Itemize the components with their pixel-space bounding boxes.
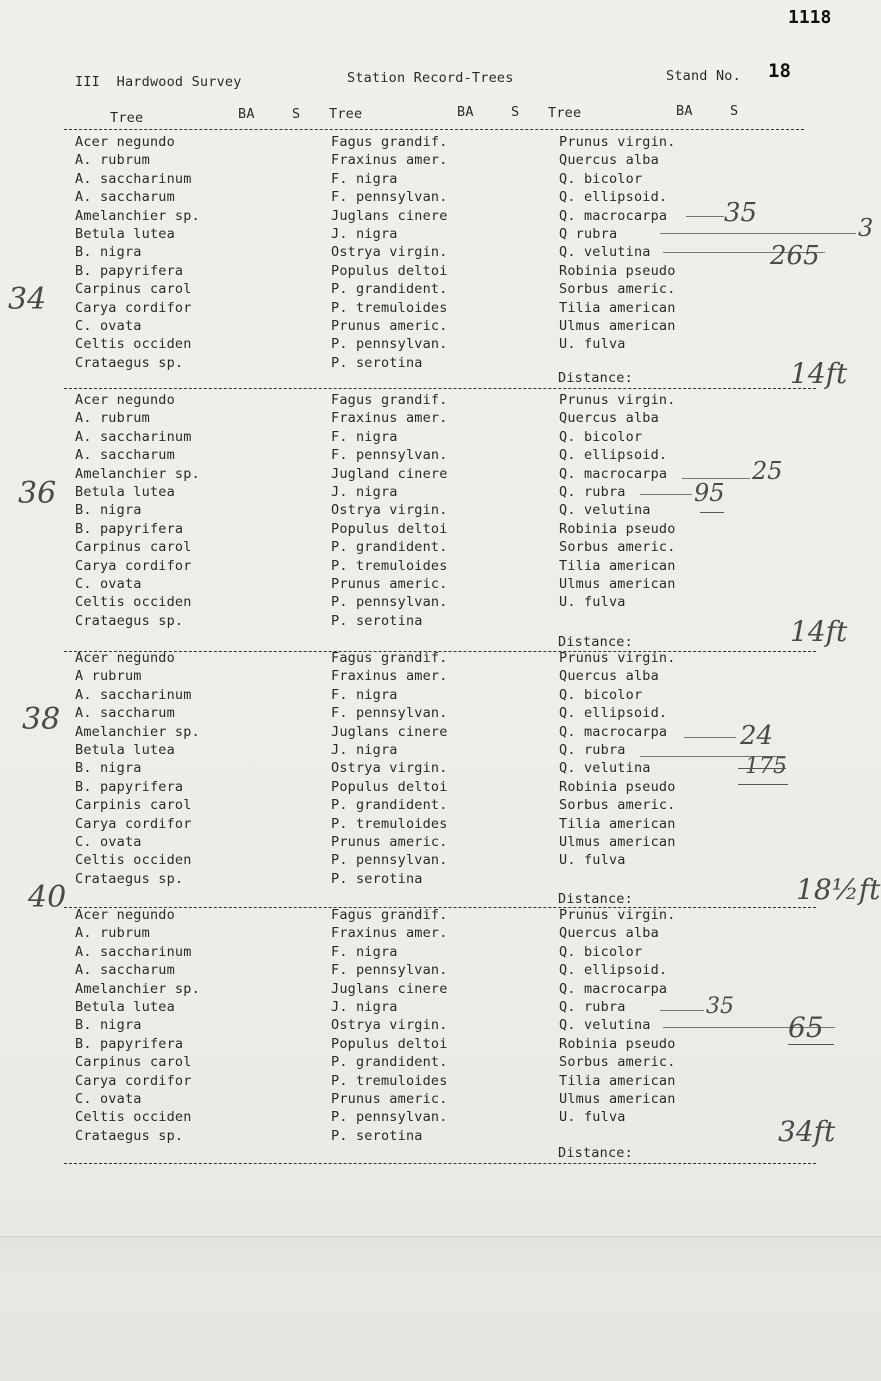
species-entry: Jugland cinere [331,465,448,482]
species-entry: Carya cordifor [75,557,192,574]
species-entry: Prunus americ. [331,576,448,592]
species-entry: Q. bicolor [559,943,643,960]
species-entry: Tilia american [559,1072,676,1089]
species-entry: Ulmus american [559,834,676,850]
species-entry: Q. ellipsoid. [559,447,668,464]
form-title: Station Record-Trees [347,70,514,86]
species-entry: Crataegus sp. [75,1127,184,1144]
species-entry: Robinia pseudo [559,778,676,795]
species-entry: A. rubrum [75,152,150,169]
col2-s-header: S [511,104,520,120]
distance-label: Distance: [558,370,633,386]
handwritten-ba-mark: 175 [745,754,787,779]
species-entry: P. grandident. [331,1054,448,1071]
species-entry: U. fulva [559,336,626,353]
distance-label: Distance: [558,634,633,650]
species-entry: Crataegus sp. [75,354,184,371]
corner-mark: 1118 [788,7,832,28]
species-entry: B. nigra [75,1017,142,1034]
species-entry: P. tremuloides [331,557,448,574]
species-entry: Quercus alba [559,925,659,942]
species-entry: Q. rubra [559,484,626,500]
species-entry: Acer negundo [75,650,175,666]
species-entry: Carya cordifor [75,299,192,316]
species-entry: Ulmus american [559,576,676,592]
species-entry: Q. rubra [559,742,626,758]
species-entry: Ulmus american [559,1091,676,1107]
species-entry: J. nigra [331,999,398,1015]
species-entry: Quercus alba [559,410,659,427]
handwritten-ba-mark: 25 [752,457,783,485]
species-entry: Amelanchier sp. [75,465,200,482]
species-entry: F. nigra [331,428,398,445]
species-entry: Crataegus sp. [75,612,184,629]
species-entry: Robinia pseudo [559,520,676,537]
species-entry: A. rubrum [75,410,150,427]
species-entry: Prunus virgin. [559,907,676,923]
survey-title: III Hardwood Survey [75,74,242,90]
species-entry: Celtis occiden [75,852,192,869]
species-entry: U. fulva [559,1109,626,1126]
col1-ba-header: BA [238,106,255,122]
species-entry: P. pennsylvan. [331,594,448,611]
species-entry: P. tremuloides [331,299,448,316]
handwritten-ba-mark: 95 [694,479,725,507]
pencil-leader-line [686,216,724,217]
species-entry: A. saccharinum [75,686,192,703]
handwritten-underline [700,512,724,513]
species-entry: A. saccharum [75,705,175,722]
handwritten-ba-mark: 35 [724,198,758,228]
pencil-leader-line [660,233,856,234]
handwritten-distance: 14ft [790,615,848,648]
species-entry: Sorbus americ. [559,281,676,298]
species-entry: F. nigra [331,943,398,960]
species-entry: Populus deltoi [331,262,448,279]
species-entry: B. papyrifera [75,778,184,795]
species-entry: A. saccharinum [75,170,192,187]
col1-s-header: S [292,106,301,122]
species-entry: A rubrum [75,668,142,685]
species-entry: Q. macrocarpa [559,723,668,740]
species-entry: Fraxinus amer. [331,668,448,685]
species-entry: Populus deltoi [331,1035,448,1052]
species-entry: C. ovata [75,1091,142,1107]
species-entry: Q. velutina [559,760,651,777]
species-entry: Q. bicolor [559,170,643,187]
species-entry: Acer negundo [75,392,175,408]
species-entry: B. papyrifera [75,1035,184,1052]
species-entry: A. rubrum [75,925,150,942]
col1-tree-header: Tree [110,110,144,126]
handwritten-underline [738,768,786,769]
species-entry: Amelanchier sp. [75,980,200,997]
species-entry: Fagus grandif. [331,650,448,666]
species-entry: Betula lutea [75,226,175,242]
distance-label: Distance: [558,1145,633,1161]
species-entry: Fagus grandif. [331,134,448,150]
species-entry: B. nigra [75,760,142,777]
species-entry: Q. macrocarpa [559,980,668,997]
species-entry: Betula lutea [75,484,175,500]
handwritten-station-number: 36 [18,476,57,511]
species-entry: A. saccharum [75,962,175,979]
species-entry: Amelanchier sp. [75,723,200,740]
species-entry: Prunus virgin. [559,650,676,666]
species-entry: Q. macrocarpa [559,207,668,224]
handwritten-ba-mark: 35 [706,994,734,1019]
species-entry: U. fulva [559,852,626,869]
handwritten-ba-mark: 3 [858,214,874,242]
species-entry: Q. ellipsoid. [559,705,668,722]
species-entry: A. saccharum [75,189,175,206]
handwritten-station-number: 34 [8,282,47,317]
species-entry: Fraxinus amer. [331,925,448,942]
species-entry: P. serotina [331,1127,423,1144]
species-entry: F. pennsylvan. [331,447,448,464]
pencil-leader-line [684,737,736,738]
species-entry: B. nigra [75,502,142,519]
species-entry: Fagus grandif. [331,392,448,408]
species-entry: B. papyrifera [75,262,184,279]
species-entry: J. nigra [331,226,398,242]
species-entry: Carpinis carol [75,797,192,814]
handwritten-ba-mark: 24 [740,721,774,751]
species-entry: Q. ellipsoid. [559,189,668,206]
species-entry: Fagus grandif. [331,907,448,923]
species-entry: Ostrya virgin. [331,760,448,777]
species-entry: Ulmus american [559,318,676,334]
species-entry: F. pennsylvan. [331,705,448,722]
col3-tree-header: Tree [548,105,582,121]
pencil-leader-line [640,494,692,495]
species-entry: Tilia american [559,557,676,574]
species-entry: Juglans cinere [331,980,448,997]
handwritten-underline [738,784,788,785]
col2-tree-header: Tree [329,106,363,122]
species-entry: P. serotina [331,612,423,629]
species-entry: P. serotina [331,354,423,371]
species-entry: Populus deltoi [331,520,448,537]
species-entry: B. nigra [75,244,142,261]
species-entry: C. ovata [75,576,142,592]
species-entry: Crataegus sp. [75,870,184,887]
species-entry: F. pennsylvan. [331,189,448,206]
species-entry: A. saccharinum [75,943,192,960]
handwritten-underline [788,1044,834,1045]
handwritten-distance: 18½ft [796,873,881,906]
species-entry: Ostrya virgin. [331,1017,448,1034]
species-entry: Quercus alba [559,152,659,169]
handwritten-distance: 14ft [790,357,848,390]
species-entry: Robinia pseudo [559,262,676,279]
handwritten-ba-mark: 65 [788,1011,824,1044]
species-entry: Ostrya virgin. [331,502,448,519]
species-entry: P. pennsylvan. [331,1109,448,1126]
col3-ba-header: BA [676,103,693,119]
species-entry: Betula lutea [75,999,175,1015]
species-entry: Carpinus carol [75,281,192,298]
species-entry: P. grandident. [331,539,448,556]
paper-fold [0,1236,881,1381]
species-entry: Sorbus americ. [559,1054,676,1071]
section-rule [64,388,816,389]
species-entry: Q. velutina [559,1017,651,1034]
species-entry: Amelanchier sp. [75,207,200,224]
species-entry: Prunus americ. [331,834,448,850]
section-rule [64,1163,816,1164]
species-entry: Quercus alba [559,668,659,685]
distance-label: Distance: [558,891,633,907]
stand-label: Stand No. [666,68,741,84]
pencil-leader-line [660,1010,704,1011]
species-entry: Juglans cinere [331,207,448,224]
species-entry: Acer negundo [75,907,175,923]
species-entry: Q. bicolor [559,428,643,445]
species-entry: Fraxinus amer. [331,410,448,427]
species-entry: P. grandident. [331,281,448,298]
species-entry: Carpinus carol [75,1054,192,1071]
species-entry: Prunus americ. [331,1091,448,1107]
species-entry: Carpinus carol [75,539,192,556]
species-entry: Fraxinus amer. [331,152,448,169]
species-entry: U. fulva [559,594,626,611]
species-entry: P. pennsylvan. [331,336,448,353]
species-entry: Juglans cinere [331,723,448,740]
species-entry: Q. velutina [559,244,651,261]
species-entry: F. pennsylvan. [331,962,448,979]
species-entry: Q. rubra [559,999,626,1015]
species-entry: Betula lutea [75,742,175,758]
species-entry: Celtis occiden [75,336,192,353]
species-entry: Q. ellipsoid. [559,962,668,979]
species-entry: Sorbus americ. [559,797,676,814]
species-entry: Sorbus americ. [559,539,676,556]
handwritten-ba-mark: 265 [770,241,820,271]
header-rule [64,129,804,130]
species-entry: Carya cordifor [75,815,192,832]
species-entry: J. nigra [331,484,398,500]
species-entry: P. tremuloides [331,1072,448,1089]
species-entry: P. tremuloides [331,815,448,832]
species-entry: Carya cordifor [75,1072,192,1089]
species-entry: Prunus americ. [331,318,448,334]
species-entry: Acer negundo [75,134,175,150]
species-entry: Populus deltoi [331,778,448,795]
handwritten-station-number: 40 [28,880,67,915]
species-entry: P. grandident. [331,797,448,814]
col2-ba-header: BA [457,104,474,120]
species-entry: Q rubra [559,226,618,242]
species-entry: Prunus virgin. [559,134,676,150]
species-entry: J. nigra [331,742,398,758]
stand-number: 18 [768,60,791,82]
species-entry: Q. macrocarpa [559,465,668,482]
species-entry: Prunus virgin. [559,392,676,408]
species-entry: A. saccharum [75,447,175,464]
species-entry: Tilia american [559,299,676,316]
species-entry: Ostrya virgin. [331,244,448,261]
species-entry: P. serotina [331,870,423,887]
handwritten-station-number: 38 [22,702,61,737]
species-entry: Celtis occiden [75,594,192,611]
col3-s-header: S [730,103,739,119]
species-entry: Robinia pseudo [559,1035,676,1052]
species-entry: F. nigra [331,686,398,703]
species-entry: Celtis occiden [75,1109,192,1126]
species-entry: Q. velutina [559,502,651,519]
species-entry: P. pennsylvan. [331,852,448,869]
species-entry: B. papyrifera [75,520,184,537]
species-entry: Q. bicolor [559,686,643,703]
species-entry: Tilia american [559,815,676,832]
species-entry: F. nigra [331,170,398,187]
handwritten-distance: 34ft [778,1115,836,1148]
species-entry: C. ovata [75,834,142,850]
species-entry: A. saccharinum [75,428,192,445]
species-entry: C. ovata [75,318,142,334]
